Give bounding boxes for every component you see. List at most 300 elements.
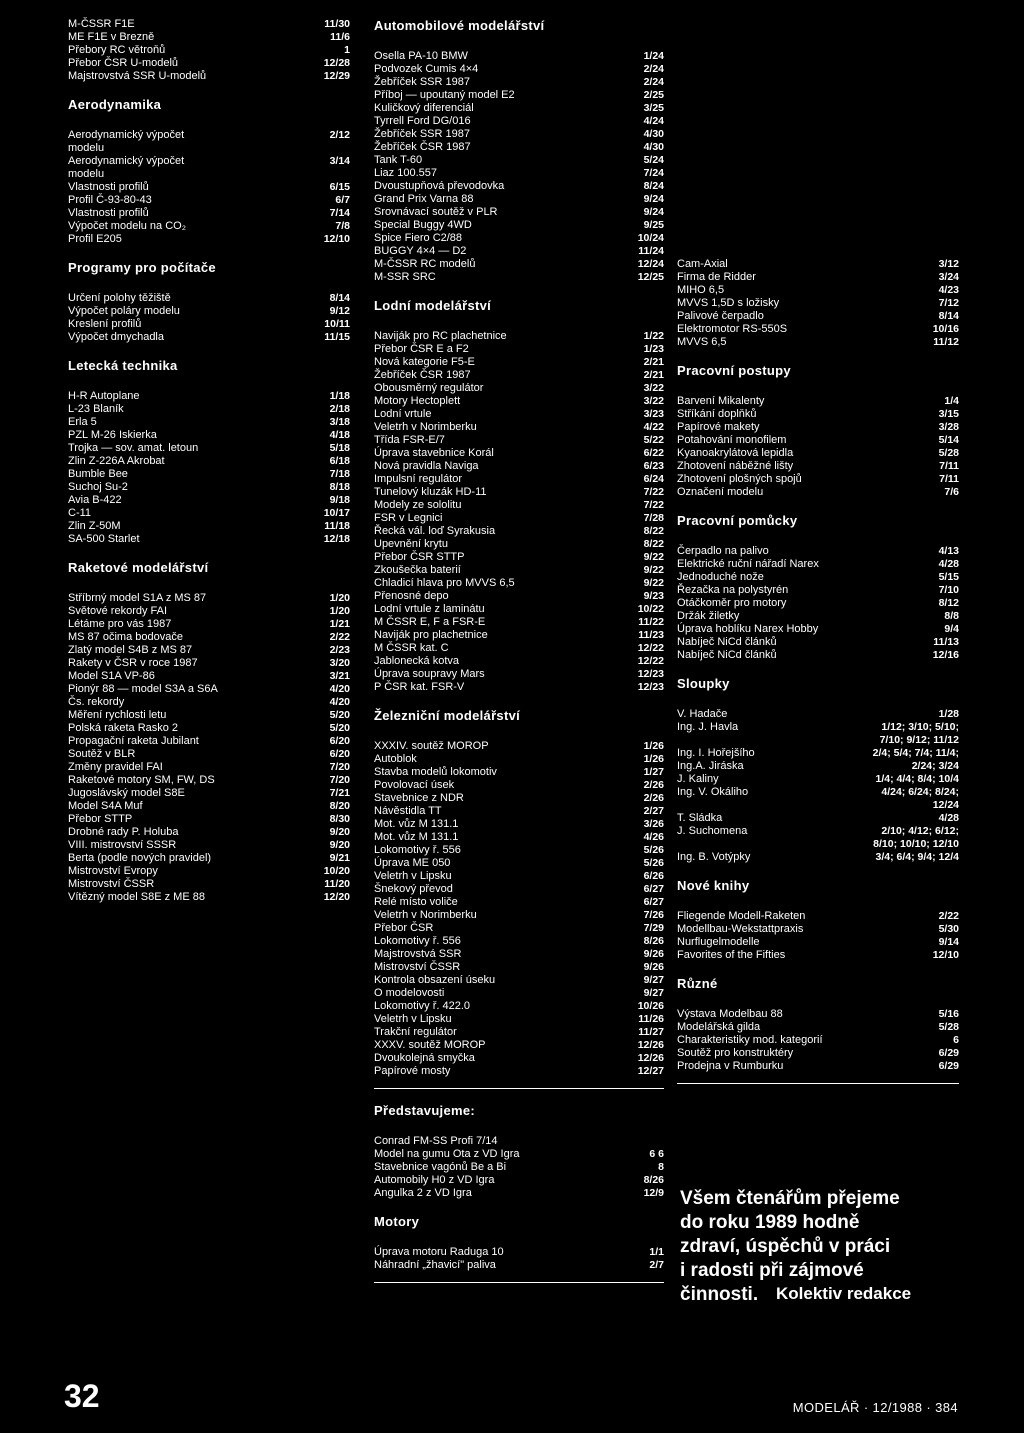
index-entry bbox=[677, 786, 959, 812]
entry-title: Zhotovení plošných spojů bbox=[677, 473, 802, 485]
entry-title: Vítězný model S8E z ME 88 bbox=[68, 891, 205, 903]
entry-title: XXXIV. soutěž MOROP bbox=[374, 740, 489, 752]
entry-title: Lokomotivy ř. 556 bbox=[374, 844, 461, 856]
entry-pages: 4/13 bbox=[938, 545, 959, 557]
entry-title: Úprava motoru Raduga 10 bbox=[374, 1246, 504, 1258]
index-entry bbox=[677, 1008, 959, 1021]
index-entry bbox=[68, 57, 350, 70]
entry-title: Papírové makety bbox=[677, 421, 760, 433]
entry-pages: 11/13 bbox=[933, 636, 959, 648]
entry-title: Zlin Z-50M bbox=[68, 520, 121, 532]
entry-pages: 2/24; 3/24 bbox=[911, 760, 959, 772]
index-entry bbox=[374, 258, 664, 271]
entry-pages: 2/21 bbox=[643, 369, 664, 381]
entry-pages: 4/30 bbox=[643, 141, 664, 153]
entry-pages: 12/23 bbox=[637, 681, 664, 693]
index-section bbox=[68, 358, 350, 546]
entry-pages: 12/9 bbox=[643, 1187, 664, 1199]
index-entry bbox=[374, 844, 664, 857]
index-entry bbox=[677, 747, 959, 760]
entry-title: Angulka 2 z VD Igra bbox=[374, 1187, 472, 1199]
index-entry bbox=[677, 936, 959, 949]
entry-title: Příboj — upoutaný model E2 bbox=[374, 89, 515, 101]
index-entry bbox=[68, 722, 350, 735]
index-entry bbox=[677, 571, 959, 584]
entry-pages: 9/20 bbox=[329, 839, 350, 851]
entry-title: Obousměrný regulátor bbox=[374, 382, 484, 394]
entry-title: M-ČSSR RC modelů bbox=[374, 258, 476, 270]
entry-title: Relé místo voliče bbox=[374, 896, 458, 908]
entry-pages: 11/18 bbox=[324, 520, 350, 532]
entry-title: M ČSSR kat. C bbox=[374, 642, 449, 654]
index-entry bbox=[374, 935, 664, 948]
entry-pages: 8/22 bbox=[643, 538, 664, 550]
index-entry bbox=[677, 649, 959, 662]
entry-pages: 9/4 bbox=[944, 623, 959, 635]
entry-pages: 3/21 bbox=[329, 670, 350, 682]
column-1 bbox=[68, 18, 350, 914]
index-entry bbox=[68, 31, 350, 44]
index-entry bbox=[677, 721, 959, 747]
entry-title: Conrad FM-SS Profi 7/14 bbox=[374, 1135, 498, 1147]
entry-title: Přebor ČSR U-modelů bbox=[68, 57, 179, 69]
entry-pages: 12/29 bbox=[323, 70, 350, 82]
index-entry bbox=[68, 507, 350, 520]
section-title: Různé bbox=[677, 976, 718, 991]
index-entry bbox=[68, 416, 350, 429]
entry-pages: 1/26 bbox=[643, 740, 664, 752]
entry-pages: 3/4; 6/4; 9/4; 12/4 bbox=[875, 851, 959, 863]
entry-pages: 9/12 bbox=[329, 305, 350, 317]
index-entry bbox=[374, 805, 664, 818]
index-entry bbox=[68, 774, 350, 787]
index-entry bbox=[68, 644, 350, 657]
index-section bbox=[677, 363, 959, 499]
entry-pages: 1/18 bbox=[329, 390, 350, 402]
entry-pages: 12/24 bbox=[637, 258, 664, 270]
entry-pages: 4/24; 6/24; 8/24; 12/24 bbox=[881, 786, 959, 811]
entry-title: Přenosné depo bbox=[374, 590, 449, 602]
entry-title: Úprava stavebnice Korál bbox=[374, 447, 494, 459]
index-section bbox=[68, 18, 350, 83]
index-entry bbox=[68, 181, 350, 194]
index-entry bbox=[677, 1034, 959, 1047]
index-entry bbox=[68, 852, 350, 865]
column-end-divider bbox=[374, 1282, 664, 1283]
entry-pages: 4/20 bbox=[329, 696, 350, 708]
entry-pages: 2/22 bbox=[329, 631, 350, 643]
entry-pages: 4/28 bbox=[938, 558, 959, 570]
entry-title: ME F1E v Brezně bbox=[68, 31, 155, 43]
index-entry bbox=[68, 194, 350, 207]
entry-pages: 4/23 bbox=[938, 284, 959, 296]
entry-title: Veletrh v Norimberku bbox=[374, 421, 477, 433]
entry-title: Úprava hoblíku Narex Hobby bbox=[677, 623, 819, 635]
entry-pages: 2/24 bbox=[643, 76, 664, 88]
entry-pages: 4/30 bbox=[643, 128, 664, 140]
entry-pages: 9/14 bbox=[938, 936, 959, 948]
entry-title: Trojka — sov. amat. letoun bbox=[68, 442, 199, 454]
entry-pages: 9/20 bbox=[329, 826, 350, 838]
index-entry bbox=[68, 631, 350, 644]
entry-pages: 7/20 bbox=[329, 761, 350, 773]
entry-title: Žebříček SSR 1987 bbox=[374, 76, 470, 88]
entry-title: Zlin Z-226A Akrobat bbox=[68, 455, 165, 467]
entry-title: Modellbau-Wekstattpraxis bbox=[677, 923, 804, 935]
entry-pages: 9/24 bbox=[643, 206, 664, 218]
index-entry bbox=[374, 922, 664, 935]
entry-pages: 1/28 bbox=[938, 708, 959, 720]
index-section bbox=[677, 258, 959, 349]
entry-pages: 7/28 bbox=[643, 512, 664, 524]
section-title: Automobilové modelářství bbox=[374, 18, 545, 33]
entry-pages: 10/24 bbox=[637, 232, 664, 244]
entry-title: Ing. J. Havla bbox=[677, 721, 739, 733]
entry-title: Čerpadlo na palivo bbox=[677, 545, 769, 557]
index-entry bbox=[374, 1259, 664, 1272]
index-entry bbox=[374, 128, 664, 141]
index-entry bbox=[374, 590, 664, 603]
entry-pages: 12/20 bbox=[323, 891, 350, 903]
entry-title: Žebříček SSR 1987 bbox=[374, 128, 470, 140]
entry-pages: 9/26 bbox=[643, 948, 664, 960]
index-entry bbox=[374, 551, 664, 564]
entry-pages: 12/22 bbox=[637, 642, 664, 654]
index-entry bbox=[68, 292, 350, 305]
index-entry bbox=[374, 629, 664, 642]
entry-pages: 11/6 bbox=[330, 31, 350, 43]
index-entry bbox=[68, 429, 350, 442]
entry-pages: 8/26 bbox=[643, 935, 664, 947]
entry-title: MVVS 6,5 bbox=[677, 336, 727, 348]
editorial-signature: Kolektiv redakce bbox=[776, 1284, 912, 1303]
entry-title: Osella PA-10 BMW bbox=[374, 50, 468, 62]
index-entry bbox=[374, 76, 664, 89]
index-entry bbox=[374, 974, 664, 987]
entry-title: Úprava soupravy Mars bbox=[374, 668, 485, 680]
index-section bbox=[374, 18, 664, 284]
entry-title: Jednoduché nože bbox=[677, 571, 764, 583]
entry-pages: 7/26 bbox=[643, 909, 664, 921]
entry-pages: 1/24 bbox=[643, 50, 664, 62]
index-entry bbox=[677, 447, 959, 460]
index-entry bbox=[374, 870, 664, 883]
entry-title: Zkoušečka baterií bbox=[374, 564, 461, 576]
index-section bbox=[374, 1214, 664, 1272]
index-entry bbox=[374, 356, 664, 369]
entry-pages: 2/22 bbox=[938, 910, 959, 922]
index-entry bbox=[677, 610, 959, 623]
entry-title: Suchoj Su-2 bbox=[68, 481, 128, 493]
entry-title: Veletrh v Norimberku bbox=[374, 909, 477, 921]
entry-pages: 12/18 bbox=[323, 533, 350, 545]
entry-pages: 9/27 bbox=[643, 974, 664, 986]
entry-pages: 4/26 bbox=[643, 831, 664, 843]
entry-title: Náhradní „žhavicí" paliva bbox=[374, 1259, 496, 1271]
entry-pages: 9/26 bbox=[643, 961, 664, 973]
index-entry bbox=[677, 597, 959, 610]
index-entry bbox=[374, 206, 664, 219]
index-entry bbox=[374, 486, 664, 499]
index-entry bbox=[68, 618, 350, 631]
entry-pages: 2/24 bbox=[643, 63, 664, 75]
entry-pages: 2/10; 4/12; 6/12; 8/10; 10/10; 12/10 bbox=[873, 825, 959, 850]
index-entry bbox=[68, 403, 350, 416]
entry-pages: 12/16 bbox=[932, 649, 959, 661]
index-entry bbox=[677, 910, 959, 923]
entry-title: Dvoukolejná smyčka bbox=[374, 1052, 475, 1064]
index-entry bbox=[68, 494, 350, 507]
entry-pages: 8/8 bbox=[944, 610, 959, 622]
entry-title: Určení polohy těžiště bbox=[68, 292, 171, 304]
entry-pages: 7/12 bbox=[938, 297, 959, 309]
index-entry bbox=[374, 948, 664, 961]
index-entry bbox=[374, 987, 664, 1000]
entry-pages: 7/22 bbox=[643, 499, 664, 511]
entry-title: Elektrické ruční nářadí Narex bbox=[677, 558, 819, 570]
index-entry bbox=[374, 525, 664, 538]
entry-pages: 6/18 bbox=[329, 455, 350, 467]
entry-pages: 6/20 bbox=[329, 748, 350, 760]
index-entry bbox=[374, 753, 664, 766]
entry-title: J. Kaliny bbox=[677, 773, 719, 785]
index-entry bbox=[677, 1060, 959, 1073]
entry-title: Charakteristiky mod. kategorií bbox=[677, 1034, 823, 1046]
entry-title: Naviják pro RC plachetnice bbox=[374, 330, 507, 342]
index-entry bbox=[68, 813, 350, 826]
index-entry bbox=[677, 408, 959, 421]
index-entry bbox=[374, 369, 664, 382]
entry-pages: 3/26 bbox=[643, 818, 664, 830]
entry-title: Special Buggy 4WD bbox=[374, 219, 472, 231]
entry-title: Nabíječ NiCd článků bbox=[677, 636, 777, 648]
entry-pages: 1/20 bbox=[329, 592, 350, 604]
entry-title: Fliegende Modell-Raketen bbox=[677, 910, 806, 922]
entry-title: Nová pravidla Naviga bbox=[374, 460, 479, 472]
entry-pages: 7/11 bbox=[939, 460, 959, 472]
entry-pages: 7/8 bbox=[335, 220, 350, 232]
entry-pages: 3/14 bbox=[329, 155, 350, 167]
entry-title: Motory Hectoplett bbox=[374, 395, 461, 407]
entry-pages: 6/20 bbox=[329, 735, 350, 747]
entry-pages: 6 bbox=[953, 1034, 959, 1046]
entry-title: Čs. rekordy bbox=[68, 696, 125, 708]
index-entry bbox=[68, 605, 350, 618]
index-entry bbox=[374, 245, 664, 258]
entry-pages: 8/14 bbox=[938, 310, 959, 322]
index-section bbox=[68, 560, 350, 904]
index-section bbox=[677, 513, 959, 662]
index-entry bbox=[68, 657, 350, 670]
index-entry bbox=[374, 792, 664, 805]
index-entry bbox=[68, 207, 350, 220]
section-title: Železniční modelářství bbox=[374, 708, 521, 723]
index-entry bbox=[677, 271, 959, 284]
index-entry bbox=[68, 533, 350, 546]
entry-title: Lodní vrtule z laminátu bbox=[374, 603, 485, 615]
entry-pages: 12/22 bbox=[637, 655, 664, 667]
entry-title: Výpočet poláry modelu bbox=[68, 305, 180, 317]
entry-title: Potahování monofilem bbox=[677, 434, 787, 446]
entry-pages: 6/22 bbox=[643, 447, 664, 459]
index-entry bbox=[374, 50, 664, 63]
entry-pages: 6/26 bbox=[643, 870, 664, 882]
index-entry bbox=[374, 382, 664, 395]
section-title: Pracovní postupy bbox=[677, 363, 791, 378]
entry-title: Tunelový kluzák HD-11 bbox=[374, 486, 487, 498]
index-entry bbox=[374, 193, 664, 206]
entry-pages: 12/25 bbox=[637, 271, 664, 283]
entry-title: Trakční regulátor bbox=[374, 1026, 457, 1038]
entry-title: Bumble Bee bbox=[68, 468, 128, 480]
entry-title: Lodní vrtule bbox=[374, 408, 432, 420]
entry-title: Jugoslávský model S8E bbox=[68, 787, 185, 799]
section-title: Nové knihy bbox=[677, 878, 750, 893]
entry-pages: 4/18 bbox=[329, 429, 350, 441]
index-entry bbox=[677, 636, 959, 649]
entry-title: Návěstidla TT bbox=[374, 805, 442, 817]
index-entry bbox=[374, 1026, 664, 1039]
entry-pages: 1/1 bbox=[649, 1246, 664, 1258]
index-entry bbox=[374, 434, 664, 447]
index-section bbox=[374, 298, 664, 694]
entry-title: Řezačka na polystyrén bbox=[677, 584, 789, 596]
entry-title: Podvozek Cumis 4×4 bbox=[374, 63, 479, 75]
index-entry bbox=[677, 434, 959, 447]
index-entry bbox=[374, 219, 664, 232]
entry-title: M ČSSR E, F a FSR-E bbox=[374, 616, 486, 628]
index-entry bbox=[374, 421, 664, 434]
index-entry bbox=[374, 818, 664, 831]
entry-pages: 7/20 bbox=[329, 774, 350, 786]
entry-title: Lokomotivy ř. 556 bbox=[374, 935, 461, 947]
entry-pages: 7/29 bbox=[643, 922, 664, 934]
entry-title: Profil Č-93-80-43 bbox=[68, 194, 152, 206]
issue-footer: MODELÁŘ · 12/1988 · 384 bbox=[792, 1400, 958, 1415]
entry-pages: 5/15 bbox=[938, 571, 959, 583]
entry-title: Aerodynamický výpočet modelu bbox=[68, 129, 185, 154]
index-entry bbox=[374, 1246, 664, 1259]
index-entry bbox=[374, 655, 664, 668]
entry-pages: 11/27 bbox=[638, 1026, 664, 1038]
entry-title: Přebor STTP bbox=[68, 813, 133, 825]
section-title: Raketové modelářství bbox=[68, 560, 209, 575]
entry-pages: 9/21 bbox=[329, 852, 350, 864]
entry-title: Stavebnice vagónů Be a Bi bbox=[374, 1161, 507, 1173]
index-entry bbox=[677, 460, 959, 473]
entry-pages: 6 6 bbox=[649, 1148, 664, 1160]
entry-title: Výpočet dmychadla bbox=[68, 331, 164, 343]
index-entry bbox=[677, 851, 959, 864]
entry-pages: 9/22 bbox=[643, 577, 664, 589]
index-entry bbox=[677, 708, 959, 721]
entry-pages: 2/18 bbox=[329, 403, 350, 415]
entry-title: L-23 Blaník bbox=[68, 403, 124, 415]
entry-title: Papírové mosty bbox=[374, 1065, 451, 1077]
index-entry bbox=[677, 584, 959, 597]
entry-pages: 11/22 bbox=[638, 616, 664, 628]
index-section bbox=[677, 878, 959, 962]
entry-pages: 9/22 bbox=[643, 564, 664, 576]
entry-pages: 4/20 bbox=[329, 683, 350, 695]
index-entry bbox=[374, 642, 664, 655]
index-entry bbox=[677, 486, 959, 499]
entry-pages: 3/18 bbox=[329, 416, 350, 428]
entry-pages: 8/20 bbox=[329, 800, 350, 812]
entry-pages: 3/22 bbox=[643, 382, 664, 394]
index-entry bbox=[677, 923, 959, 936]
entry-pages: 7/11 bbox=[939, 473, 959, 485]
entry-title: J. Suchomena bbox=[677, 825, 748, 837]
entry-title: Nurflugelmodelle bbox=[677, 936, 760, 948]
entry-pages: 4/28 bbox=[938, 812, 959, 824]
entry-title: Chladicí hlava pro MVVS 6,5 bbox=[374, 577, 515, 589]
entry-pages: 6/15 bbox=[329, 181, 350, 193]
index-entry bbox=[677, 336, 959, 349]
entry-pages: 7/6 bbox=[944, 486, 959, 498]
entry-title: FSR v Legnici bbox=[374, 512, 443, 524]
index-section bbox=[677, 676, 959, 864]
entry-title: VIII. mistrovství SSSR bbox=[68, 839, 177, 851]
entry-title: Otáčkoměr pro motory bbox=[677, 597, 787, 609]
entry-pages: 7/22 bbox=[643, 486, 664, 498]
index-entry bbox=[68, 455, 350, 468]
index-entry bbox=[374, 343, 664, 356]
index-entry bbox=[677, 395, 959, 408]
entry-pages: 7/14 bbox=[329, 207, 350, 219]
entry-title: Autoblok bbox=[374, 753, 417, 765]
index-entry bbox=[374, 154, 664, 167]
entry-title: Stříbrný model S1A z MS 87 bbox=[68, 592, 207, 604]
index-entry bbox=[374, 499, 664, 512]
index-entry bbox=[374, 408, 664, 421]
index-entry bbox=[374, 1161, 664, 1174]
entry-pages: 5/18 bbox=[329, 442, 350, 454]
entry-title: Profil E205 bbox=[68, 233, 122, 245]
entry-pages: 8/24 bbox=[643, 180, 664, 192]
section-divider bbox=[374, 1088, 664, 1089]
entry-pages: 10/16 bbox=[932, 323, 959, 335]
entry-pages: 3/20 bbox=[329, 657, 350, 669]
index-entry bbox=[68, 220, 350, 233]
index-entry bbox=[68, 305, 350, 318]
index-entry bbox=[68, 735, 350, 748]
entry-title: Stavba modelů lokomotiv bbox=[374, 766, 497, 778]
index-entry bbox=[68, 891, 350, 904]
entry-pages: 11/30 bbox=[324, 18, 350, 30]
entry-title: Upevnění krytu bbox=[374, 538, 448, 550]
index-entry bbox=[374, 1000, 664, 1013]
index-entry bbox=[68, 748, 350, 761]
entry-title: V. Hadače bbox=[677, 708, 728, 720]
index-entry bbox=[677, 760, 959, 773]
entry-title: Firma de Ridder bbox=[677, 271, 756, 283]
section-title: Letecká technika bbox=[68, 358, 178, 373]
entry-title: Stříkání doplňků bbox=[677, 408, 757, 420]
entry-title: Nabíječ NiCd článků bbox=[677, 649, 777, 661]
entry-title: Zhotovení náběžné lišty bbox=[677, 460, 794, 472]
entry-pages: 2/25 bbox=[643, 89, 664, 101]
entry-pages: 1/4 bbox=[944, 395, 959, 407]
index-entry bbox=[68, 696, 350, 709]
index-entry bbox=[68, 70, 350, 83]
entry-pages: 5/26 bbox=[643, 857, 664, 869]
index-entry bbox=[68, 592, 350, 605]
entry-pages: 12/27 bbox=[637, 1065, 664, 1077]
entry-title: Šnekový převod bbox=[374, 883, 453, 895]
entry-title: Výpočet modelu na CO₂ bbox=[68, 220, 186, 232]
entry-title: P ČSR kat. FSR-V bbox=[374, 681, 465, 693]
